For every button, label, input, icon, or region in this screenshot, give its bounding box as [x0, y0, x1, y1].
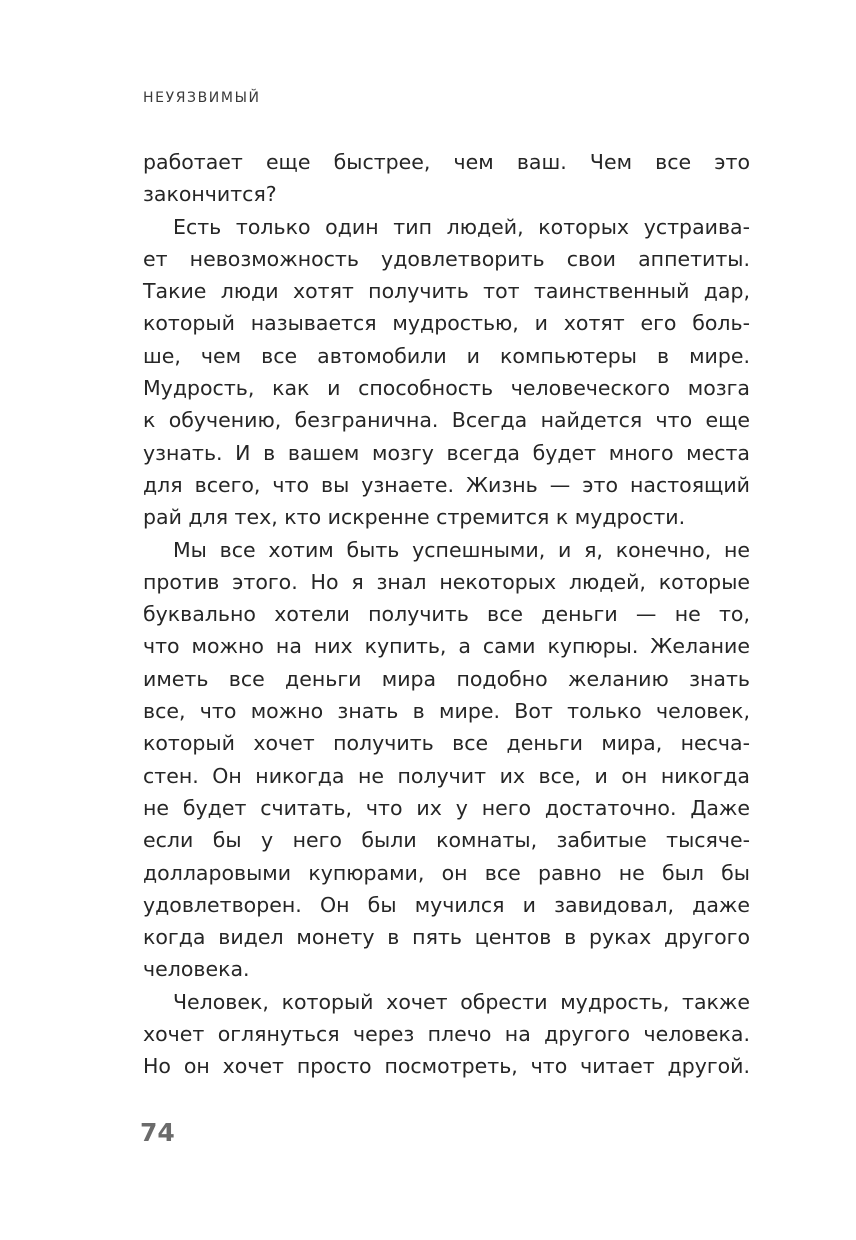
- text-line: узнать. И в вашем мозгу всегда будет много места: [143, 440, 750, 465]
- running-head: НЕУЯЗВИМЫЙ: [143, 90, 261, 106]
- text-line: стен. Он никогда не получит их все, и он никогда: [143, 763, 750, 788]
- text-line: к обучению, безгранична. Всегда найдется что еще: [143, 408, 750, 433]
- text-line: рай для тех, кто искренне стремится к мудрости.: [143, 505, 686, 530]
- text-line: долларовыми купюрами, он все равно не был бы: [143, 860, 750, 885]
- text-line: для всего, что вы узнаете. Жизнь — это настоящий: [143, 472, 750, 497]
- text-line: удовлетворен. Он бы мучился и завидовал, даже: [143, 892, 750, 917]
- text-line: если бы у него были комнаты, забитые тысяче-: [143, 828, 750, 853]
- text-line: Но он хочет просто посмотреть, что читает другой.: [143, 1054, 750, 1079]
- text-line: когда видел монету в пять центов в руках другого: [143, 925, 750, 950]
- text-line: работает еще быстрее, чем ваш. Чем все это: [143, 150, 750, 174]
- text-line: который хочет получить все деньги мира, несча-: [143, 731, 750, 756]
- text-line: ет невозможность удовлетворить свои аппетиты.: [143, 246, 750, 271]
- text-line: хочет оглянуться через плечо на другого человека.: [143, 1022, 750, 1047]
- text-line: иметь все деньги мира подобно желанию знать: [143, 666, 750, 691]
- text-line: Мудрость, как и способность человеческого мозга: [143, 376, 750, 401]
- text-line: человека.: [143, 957, 250, 982]
- text-line: Такие люди хотят получить тот таинственный дар,: [143, 279, 750, 304]
- text-line: буквально хотели получить все деньги — не то,: [143, 602, 750, 627]
- body-text: [143, 146, 750, 1083]
- text-line: который называется мудростью, и хотят его боль-: [143, 311, 750, 336]
- text-line: не будет считать, что их у него достаточно. Даже: [143, 795, 750, 820]
- text-line: все, что можно знать в мире. Вот только человек,: [143, 699, 750, 724]
- text-line: против этого. Но я знал некоторых людей, которые: [143, 569, 750, 594]
- text-line: Есть только один тип людей, которых устраива-: [173, 214, 750, 239]
- text-line: что можно на них купить, а сами купюры. Желание: [143, 634, 750, 659]
- text-line: Мы все хотим быть успешными, и я, конечно, не: [173, 537, 750, 562]
- text-line: закончится?: [143, 182, 277, 207]
- text-line: Человек, который хочет обрести мудрость, также: [173, 989, 750, 1014]
- text-line: ше, чем все автомобили и компьютеры в мире.: [143, 343, 750, 368]
- page-number: 74: [140, 1118, 175, 1147]
